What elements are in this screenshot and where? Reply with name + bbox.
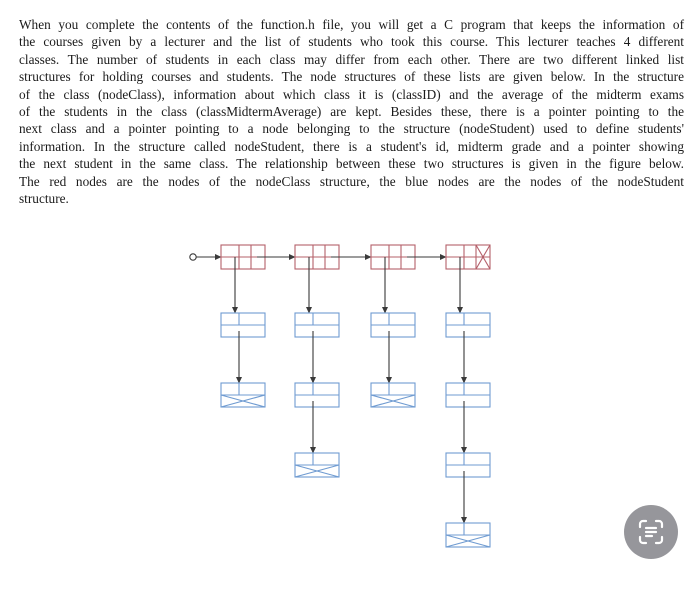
- paragraph-line: the courses given by a lecturer and the list of students who took this course. This lecturer teaches 4 different: [19, 34, 684, 50]
- class-node: [446, 245, 490, 269]
- paragraph-line: of the students in the class (classMidtermAverage) are kept. Besides these, there is a pointer pointing to the: [19, 104, 684, 120]
- student-node: [446, 523, 490, 547]
- paragraph-line: The red nodes are the nodes of the nodeClass structure, the blue nodes are the nodes of the nodeStudent: [19, 173, 684, 189]
- student-node: [446, 453, 490, 477]
- class-node: [371, 245, 415, 269]
- student-node: [221, 383, 265, 407]
- student-node: [446, 383, 490, 407]
- paragraph-line: structures for holding courses and students. The node structures of these lists are given below. In the structure: [19, 69, 684, 85]
- student-node: [295, 383, 339, 407]
- text-scan-button[interactable]: [624, 505, 678, 559]
- student-node: [446, 313, 490, 337]
- student-node: [371, 313, 415, 337]
- paragraph-line: structure.: [19, 191, 69, 207]
- paragraph-line: of the class (nodeClass), information about which class it is (classID) and the average of the midterm exams: [19, 86, 684, 102]
- student-node: [295, 313, 339, 337]
- class-node: [221, 245, 265, 269]
- paragraph-line: next class and a pointer pointing to a node belonging to the structure (nodeStudent) used to define students': [19, 121, 684, 137]
- paragraph-line: information. In the structure called nodeStudent, there is a student's id, midterm grade and a pointer showing: [19, 138, 684, 154]
- head-pointer-dot: [190, 254, 196, 260]
- class-node: [295, 245, 339, 269]
- student-node: [371, 383, 415, 407]
- paragraph-line: When you complete the contents of the function.h file, you will get a C program that keeps the information of: [19, 17, 684, 32]
- student-node: [295, 453, 339, 477]
- text-scan-icon: [636, 517, 666, 547]
- paragraph-line: the next student in the same class. The relationship between these two structures is given in the figure below.: [19, 156, 684, 172]
- paragraph-line: classes. The number of students in each class may differ from each other. There are two different linked list: [19, 51, 684, 67]
- student-node: [221, 313, 265, 337]
- document-paragraph: [19, 16, 684, 207]
